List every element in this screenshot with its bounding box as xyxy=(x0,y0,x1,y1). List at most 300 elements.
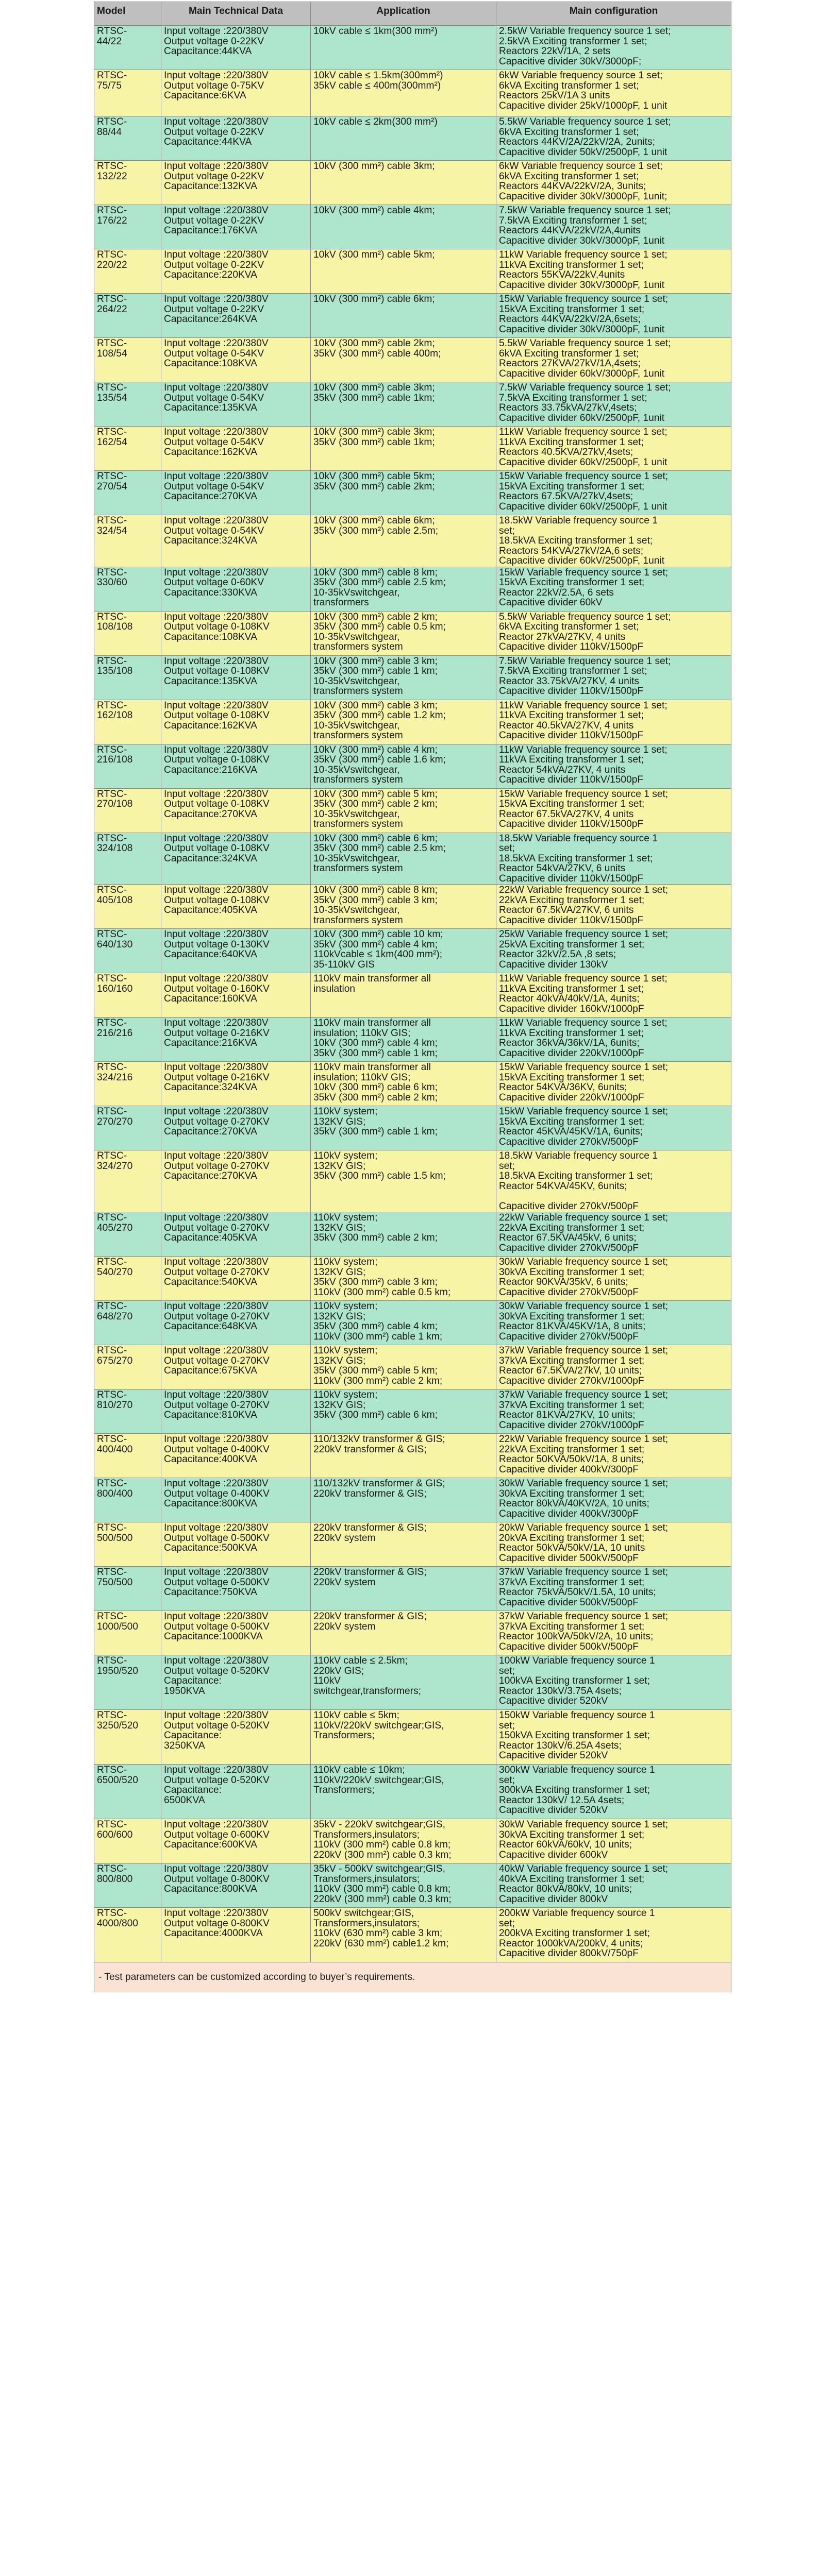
cell-line: Input voltage :220/380V xyxy=(164,26,269,37)
cell-line: Output voltage 0-800KV xyxy=(164,1918,270,1929)
cell-line: 10-35kVswitchgear, xyxy=(313,905,400,916)
cell-line: 10kV (300 mm²) cable 6km; xyxy=(313,294,435,304)
cell-line: 37kVA Exciting transformer 1 set; xyxy=(499,1399,645,1411)
configuration-cell xyxy=(496,70,731,116)
cell-line: RTSC- xyxy=(97,885,127,895)
cell-line: 10kV cable ≤ 1.5km(300mm²) xyxy=(313,70,443,81)
cell-line: Capacitance: xyxy=(164,1730,222,1741)
model-cell xyxy=(94,26,161,70)
cell-line: Input voltage :220/380V xyxy=(164,1212,269,1223)
cell-line: Input voltage :220/380V xyxy=(164,1150,269,1161)
specification-table xyxy=(94,2,731,1992)
cell-line: Input voltage :220/380V xyxy=(164,1478,269,1489)
cell-line: 22kVA Exciting transformer 1 set; xyxy=(499,894,645,906)
cell-line: 11kW Variable frequency source 1 set; xyxy=(499,700,667,711)
table-row xyxy=(94,1345,731,1389)
cell-line: RTSC- xyxy=(97,1212,127,1223)
cell-line: 20kVA Exciting transformer 1 set; xyxy=(499,1532,645,1544)
technical-data-cell xyxy=(161,205,311,249)
table-row xyxy=(94,1819,731,1863)
cell-line: 15kVA Exciting transformer 1 set; xyxy=(499,577,645,588)
cell-line: 1950KVA xyxy=(164,1685,205,1697)
model-cell xyxy=(94,515,161,567)
configuration-cell xyxy=(496,1611,731,1655)
cell-line: 35kV (300 mm²) cable 1.2 km; xyxy=(313,710,446,721)
cell-line: 35kV (300 mm²) cable 3 km; xyxy=(313,894,438,906)
cell-line: 110kV system; xyxy=(313,1257,378,1267)
configuration-cell xyxy=(496,1434,731,1478)
cell-line: 20kW Variable frequency source 1 set; xyxy=(499,1522,669,1533)
cell-line: 300kVA Exciting transformer 1 set; xyxy=(499,1785,650,1795)
cell-line: Input voltage :220/380V xyxy=(164,338,269,349)
cell-line: RTSC- xyxy=(97,1819,127,1830)
cell-line: Capacitance:6KVA xyxy=(164,90,246,101)
cell-line: Capacitive divider 30kV/3000pF; xyxy=(499,56,642,67)
cell-line: Output voltage 0-270KV xyxy=(164,1160,270,1172)
cell-line: RTSC- xyxy=(97,1611,127,1622)
table-body xyxy=(94,26,731,1992)
application-cell xyxy=(311,116,496,161)
cell-line: Capacitance:800KVA xyxy=(164,1884,257,1894)
cell-line: 15kVA Exciting transformer 1 set; xyxy=(499,799,645,809)
cell-line: 10kV cable ≤ 2km(300 mm²) xyxy=(313,116,438,127)
configuration-cell xyxy=(496,1257,731,1301)
cell-line: RTSC- xyxy=(97,294,127,304)
cell-line: Capacitance:44KVA xyxy=(164,46,252,57)
technical-data-cell xyxy=(161,1655,311,1710)
cell-line: 6kVA Exciting transformer 1 set; xyxy=(499,80,639,91)
cell-line: Capacitive divider 520kV xyxy=(499,1696,608,1706)
cell-line: set; xyxy=(499,525,515,536)
cell-line: 30kW Variable frequency source 1 set; xyxy=(499,1301,669,1312)
cell-line: 324/216 xyxy=(97,1072,133,1083)
model-cell xyxy=(94,1018,161,1062)
cell-line: 162/54 xyxy=(97,436,127,448)
cell-line: Reactor 130kV/3.75A 4sets; xyxy=(499,1685,622,1697)
cell-line: Capacitive divider 520kV xyxy=(499,1750,608,1761)
cell-line: Input voltage :220/380V xyxy=(164,1567,269,1578)
cell-line: Output voltage 0-108KV xyxy=(164,894,270,906)
cell-line: Input voltage :220/380V xyxy=(164,1434,269,1445)
cell-line: 220kV transformer & GIS; xyxy=(313,1488,427,1499)
cell-line: 22kVA Exciting transformer 1 set; xyxy=(499,1444,645,1455)
cell-line: 110kV cable ≤ 10km; xyxy=(313,1765,405,1775)
cell-line: Input voltage :220/380V xyxy=(164,1106,269,1117)
cell-line: 132KV GIS; xyxy=(313,1160,366,1172)
cell-line: Reactor 130kV/ 12.5A 4sets; xyxy=(499,1794,625,1806)
cell-line: RTSC- xyxy=(97,744,127,755)
cell-line: Capacitive divider 400kV/300pF xyxy=(499,1508,639,1519)
technical-data-cell xyxy=(161,1710,311,1765)
header-application: Application xyxy=(311,2,496,26)
model-cell xyxy=(94,205,161,249)
cell-line: Reactor 130kV/6.25A 4sets; xyxy=(499,1740,622,1751)
cell-line: Reactors 54KVA/27kV/2A,6 sets; xyxy=(499,545,644,556)
cell-line: 600/600 xyxy=(97,1829,133,1840)
cell-line: 11kVA Exciting transformer 1 set; xyxy=(499,754,644,765)
cell-line: RTSC- xyxy=(97,1389,127,1400)
configuration-cell xyxy=(496,116,731,161)
technical-data-cell xyxy=(161,1389,311,1434)
cell-line: RTSC- xyxy=(97,611,127,622)
model-cell xyxy=(94,249,161,294)
cell-line: 15kW Variable frequency source 1 set; xyxy=(499,1062,669,1073)
cell-line: 150kVA Exciting transformer 1 set; xyxy=(499,1730,650,1741)
application-cell xyxy=(311,1257,496,1301)
cell-line: 10kV (300 mm²) cable 10 km; xyxy=(313,929,443,940)
cell-line: Output voltage 0-270KV xyxy=(164,1311,270,1322)
model-cell xyxy=(94,1908,161,1962)
table-row xyxy=(94,1062,731,1106)
model-cell xyxy=(94,744,161,788)
cell-line: Reactors 40.5KVA/27kV,4sets; xyxy=(499,447,633,457)
cell-line: 800/400 xyxy=(97,1488,133,1499)
cell-line: Capacitance:1000KVA xyxy=(164,1631,263,1642)
cell-line: Output voltage 0-500KV xyxy=(164,1577,270,1588)
application-cell xyxy=(311,1819,496,1863)
cell-line: Input voltage :220/380V xyxy=(164,1908,269,1919)
cell-line: 7.5kVA Exciting transformer 1 set; xyxy=(499,392,647,403)
cell-line: 22kVA Exciting transformer 1 set; xyxy=(499,1222,645,1233)
cell-line: 18.5kW Variable frequency source 1 xyxy=(499,515,658,526)
cell-line: Transformers,insulators; xyxy=(313,1873,420,1885)
cell-line: Input voltage :220/380V xyxy=(164,655,269,667)
technical-data-cell xyxy=(161,249,311,294)
cell-line: Reactor 100kVA/50kV/2A, 10 units; xyxy=(499,1631,654,1642)
configuration-cell xyxy=(496,788,731,833)
cell-line: Input voltage :220/380V xyxy=(164,1863,269,1874)
cell-line: 35kV - 500kV switchgear;GIS, xyxy=(313,1863,445,1874)
application-cell xyxy=(311,788,496,833)
cell-line: Output voltage 0-800KV xyxy=(164,1873,270,1885)
configuration-cell xyxy=(496,1819,731,1863)
model-cell xyxy=(94,1567,161,1611)
table-row xyxy=(94,700,731,744)
cell-line: 110kV system; xyxy=(313,1345,378,1356)
application-cell xyxy=(311,1863,496,1908)
cell-line: 110kV (300 mm²) cable 0.8 km; xyxy=(313,1839,451,1850)
cell-line: 1000/500 xyxy=(97,1621,139,1632)
application-cell xyxy=(311,515,496,567)
cell-line: 10kV (300 mm²) cable 5km; xyxy=(313,471,435,482)
cell-line: Output voltage 0-54KV xyxy=(164,348,264,359)
cell-line: 22kW Variable frequency source 1 set; xyxy=(499,1212,669,1223)
cell-line: Input voltage :220/380V xyxy=(164,1345,269,1356)
cell-line: Capacitance:264KVA xyxy=(164,314,257,325)
cell-line: 35kV (300 mm²) cable 2km; xyxy=(313,481,435,492)
model-cell xyxy=(94,1863,161,1908)
cell-line: 35kV (300 mm²) cable 0.5 km; xyxy=(313,621,446,632)
cell-line: 220kV transformer & GIS; xyxy=(313,1522,427,1533)
application-cell xyxy=(311,1765,496,1819)
technical-data-cell xyxy=(161,294,311,338)
cell-line: 10kV (300 mm²) cable 3km; xyxy=(313,382,435,393)
cell-line: 22kW Variable frequency source 1 set; xyxy=(499,1434,669,1445)
cell-line: 405/108 xyxy=(97,894,133,906)
cell-line: Reactor 81KVA/45KV/1A, 8 units; xyxy=(499,1321,646,1332)
cell-line: 220kV (630 mm²) cable1.2 km; xyxy=(313,1938,449,1949)
table-row xyxy=(94,833,731,885)
cell-line: 3250/520 xyxy=(97,1720,139,1731)
cell-line: 40kVA Exciting transformer 1 set; xyxy=(499,1873,645,1885)
cell-line: 35kV (300 mm²) cable 4 km; xyxy=(313,1321,438,1332)
application-cell xyxy=(311,1908,496,1962)
cell-line: 5.5kW Variable frequency source 1 set; xyxy=(499,116,671,127)
cell-line: 30kW Variable frequency source 1 set; xyxy=(499,1478,669,1489)
cell-line: 270/270 xyxy=(97,1116,133,1127)
cell-line: RTSC- xyxy=(97,26,127,37)
cell-line: 22kW Variable frequency source 1 set; xyxy=(499,885,669,895)
cell-line: 300kW Variable frequency source 1 xyxy=(499,1765,655,1775)
cell-line: Capacitance:270KVA xyxy=(164,808,257,820)
configuration-cell xyxy=(496,382,731,427)
configuration-cell xyxy=(496,294,731,338)
configuration-cell xyxy=(496,1301,731,1345)
model-cell xyxy=(94,1062,161,1106)
application-cell xyxy=(311,471,496,515)
table-row xyxy=(94,1567,731,1611)
cell-line: 132KV GIS; xyxy=(313,1399,366,1411)
cell-line: transformers system xyxy=(313,914,403,926)
cell-line: Input voltage :220/380V xyxy=(164,294,269,304)
table-row xyxy=(94,1106,731,1150)
application-cell xyxy=(311,338,496,382)
cell-line: 5.5kW Variable frequency source 1 set; xyxy=(499,338,671,349)
cell-line: Capacitance:270KVA xyxy=(164,1171,257,1181)
table-row xyxy=(94,294,731,338)
model-cell xyxy=(94,1478,161,1522)
technical-data-cell xyxy=(161,1062,311,1106)
cell-line: 132/22 xyxy=(97,171,127,182)
cell-line: RTSC- xyxy=(97,1434,127,1445)
cell-line: Reactors 22kV/1A, 2 sets xyxy=(499,46,611,57)
cell-line: 6kVA Exciting transformer 1 set; xyxy=(499,171,639,182)
cell-line: 35kV (300 mm²) cable 5 km; xyxy=(313,1365,438,1376)
header-technical-data: Main Technical Data xyxy=(161,2,311,26)
cell-line: Reactor 40kVA/40kV/1A, 4units; xyxy=(499,993,640,1004)
technical-data-cell xyxy=(161,515,311,567)
cell-line: 810/270 xyxy=(97,1399,133,1411)
cell-line: RTSC- xyxy=(97,205,127,216)
cell-line: 30kVA Exciting transformer 1 set; xyxy=(499,1311,645,1322)
cell-line: Capacitance:330KVA xyxy=(164,587,257,598)
cell-line: Capacitance:135KVA xyxy=(164,675,257,687)
technical-data-cell xyxy=(161,161,311,205)
cell-line: 35kV (300 mm²) cable 2 km; xyxy=(313,1092,438,1103)
configuration-cell xyxy=(496,338,731,382)
configuration-cell xyxy=(496,515,731,567)
cell-line: 10-35kVswitchgear, xyxy=(313,764,400,775)
cell-line: Capacitance:176KVA xyxy=(164,225,257,236)
cell-line: 110kVcable ≤ 1km(400 mm²); xyxy=(313,949,443,960)
cell-line: Capacitive divider 270kV/500pF xyxy=(499,1286,639,1298)
cell-line: insulation; 110kV GIS; xyxy=(313,1072,411,1083)
application-cell xyxy=(311,1522,496,1567)
configuration-cell xyxy=(496,1345,731,1389)
cell-line: 405/270 xyxy=(97,1222,133,1233)
configuration-cell xyxy=(496,1389,731,1434)
cell-line: Input voltage :220/380V xyxy=(164,116,269,127)
cell-line: Input voltage :220/380V xyxy=(164,611,269,622)
application-cell xyxy=(311,1345,496,1389)
cell-line: Input voltage :220/380V xyxy=(164,700,269,711)
cell-line: 30kW Variable frequency source 1 set; xyxy=(499,1819,669,1830)
cell-line: 15kVA Exciting transformer 1 set; xyxy=(499,1072,645,1083)
cell-line: Input voltage :220/380V xyxy=(164,929,269,940)
cell-line: 220kV system xyxy=(313,1621,376,1632)
cell-line: Capacitive divider 110kV/1500pF xyxy=(499,819,644,829)
cell-line: RTSC- xyxy=(97,249,127,260)
cell-line: 110/132kV transformer & GIS; xyxy=(313,1434,445,1445)
configuration-cell xyxy=(496,1150,731,1212)
cell-line: 110kV system; xyxy=(313,1389,378,1400)
model-cell xyxy=(94,294,161,338)
cell-line: set; xyxy=(499,1918,515,1929)
cell-line: Transformers,insulators; xyxy=(313,1829,420,1840)
configuration-cell xyxy=(496,833,731,885)
cell-line: Reactor 60kVA/60kV, 10 units; xyxy=(499,1839,632,1850)
cell-line: Input voltage :220/380V xyxy=(164,1389,269,1400)
table-row xyxy=(94,249,731,294)
cell-line: 11kVA Exciting transformer 1 set; xyxy=(499,436,644,448)
cell-line: 132KV GIS; xyxy=(313,1266,366,1278)
cell-line: Input voltage :220/380V xyxy=(164,788,269,800)
cell-line: Capacitive divider 60kV/2500pF, 1 unit xyxy=(499,501,667,512)
cell-line: Capacitance:324KVA xyxy=(164,853,257,864)
cell-line: 4000/800 xyxy=(97,1918,139,1929)
cell-line: Capacitive divider 500kV/500pF xyxy=(499,1641,639,1652)
table-row xyxy=(94,471,731,515)
cell-line: Capacitive divider 60kV/2500pF, 1unit xyxy=(499,412,665,423)
table-row xyxy=(94,744,731,788)
table-row xyxy=(94,1018,731,1062)
cell-line: 176/22 xyxy=(97,215,127,226)
cell-line: RTSC- xyxy=(97,1150,127,1161)
configuration-cell xyxy=(496,1908,731,1962)
application-cell xyxy=(311,1212,496,1257)
cell-line: 7.5kVA Exciting transformer 1 set; xyxy=(499,666,647,676)
cell-line: Output voltage 0-54KV xyxy=(164,436,264,448)
cell-line: 11kVA Exciting transformer 1 set; xyxy=(499,1027,644,1039)
cell-line: 220/22 xyxy=(97,259,127,270)
cell-line: Capacitive divider 60kV/3000pF, 1unit xyxy=(499,368,665,379)
model-cell xyxy=(94,382,161,427)
cell-line: 500/500 xyxy=(97,1532,133,1544)
cell-line: Capacitance:162KVA xyxy=(164,720,257,731)
cell-line: Reactor 75kVA/50kV/1.5A, 10 units; xyxy=(499,1587,656,1598)
cell-line: RTSC- xyxy=(97,1655,127,1666)
application-cell xyxy=(311,1150,496,1212)
model-cell xyxy=(94,1655,161,1710)
application-cell xyxy=(311,973,496,1018)
model-cell xyxy=(94,700,161,744)
cell-line: Reactors 33.75kVA/27kV,4sets; xyxy=(499,402,637,413)
cell-line: Output voltage 0-22KV xyxy=(164,259,264,270)
table-row xyxy=(94,655,731,700)
cell-line: Reactor 40.5kVA/27KV, 4 units xyxy=(499,720,634,731)
application-cell xyxy=(311,1434,496,1478)
table-row xyxy=(94,1257,731,1301)
application-cell xyxy=(311,1062,496,1106)
cell-line: 10kV (300 mm²) cable 4 km; xyxy=(313,1038,438,1048)
model-cell xyxy=(94,788,161,833)
cell-line: RTSC- xyxy=(97,1863,127,1874)
cell-line: 6kVA Exciting transformer 1 set; xyxy=(499,348,639,359)
cell-line: insulation xyxy=(313,983,356,994)
cell-line: RTSC- xyxy=(97,1710,127,1721)
cell-line: 264/22 xyxy=(97,303,127,315)
cell-line: Capacitive divider 270kV/500pF xyxy=(499,1331,639,1342)
cell-line: Output voltage 0-160KV xyxy=(164,983,270,994)
application-cell xyxy=(311,700,496,744)
table-row xyxy=(94,382,731,427)
cell-line: Reactors 44KVA/22kV/2A, 3units; xyxy=(499,181,646,192)
cell-line: Output voltage 0-108KV xyxy=(164,843,270,854)
cell-line: 10-35kVswitchgear, xyxy=(313,675,400,687)
cell-line: 110kV main transformer all xyxy=(313,973,431,984)
table-row xyxy=(94,70,731,116)
cell-line: Capacitive divider 160kV/1000pF xyxy=(499,1003,644,1014)
cell-line: Capacitive divider 270kV/500pF xyxy=(499,1136,639,1147)
cell-line: Capacitive divider 500kV/500pF xyxy=(499,1597,639,1608)
cell-line: 7.5kVA Exciting transformer 1 set; xyxy=(499,215,647,226)
cell-line: 10kV (300 mm²) cable 8 km; xyxy=(313,885,438,895)
cell-line: Capacitive divider 500kV/500pF xyxy=(499,1552,639,1564)
cell-line: 110kV (300 mm²) cable 1 km; xyxy=(313,1331,443,1342)
cell-line: 35kV (300 mm²) cable 2.5 km; xyxy=(313,577,446,588)
cell-line: 35kV (300 mm²) cable 2.5m; xyxy=(313,525,439,536)
cell-line: Output voltage 0-75KV xyxy=(164,80,264,91)
cell-line: Capacitance:405KVA xyxy=(164,905,257,916)
cell-line: set; xyxy=(499,843,515,854)
configuration-cell xyxy=(496,1655,731,1710)
cell-line: Input voltage :220/380V xyxy=(164,1710,269,1721)
configuration-cell xyxy=(496,1765,731,1819)
cell-line: Reactor 81KVA/27KV, 10 units; xyxy=(499,1410,636,1420)
cell-line: Output voltage 0-22KV xyxy=(164,303,264,315)
cell-line: 220kV GIS; xyxy=(313,1665,364,1676)
cell-line: Transformers,insulators; xyxy=(313,1918,420,1929)
technical-data-cell xyxy=(161,1434,311,1478)
technical-data-cell xyxy=(161,833,311,885)
technical-data-cell xyxy=(161,1150,311,1212)
configuration-cell xyxy=(496,1863,731,1908)
cell-line: Input voltage :220/380V xyxy=(164,1062,269,1073)
cell-line: Capacitance:405KVA xyxy=(164,1232,257,1243)
application-cell xyxy=(311,1710,496,1765)
configuration-cell xyxy=(496,161,731,205)
cell-line: Reactors 55KVA/22kV,4units xyxy=(499,269,625,280)
cell-line: 132KV GIS; xyxy=(313,1355,366,1366)
cell-line: Capacitive divider 130kV xyxy=(499,959,608,970)
cell-line: 10kV cable ≤ 1km(300 mm²) xyxy=(313,26,438,37)
model-cell xyxy=(94,338,161,382)
application-cell xyxy=(311,1018,496,1062)
model-cell xyxy=(94,1389,161,1434)
cell-line: 15kW Variable frequency source 1 set; xyxy=(499,471,669,482)
cell-line: Capacitive divider 50kV/2500pF, 1 unit xyxy=(499,146,667,158)
cell-line: Capacitance:160KVA xyxy=(164,993,257,1004)
configuration-cell xyxy=(496,249,731,294)
cell-line: Input voltage :220/380V xyxy=(164,382,269,393)
model-cell xyxy=(94,1257,161,1301)
cell-line: 110kV system; xyxy=(313,1106,378,1117)
cell-line: 750/500 xyxy=(97,1577,133,1588)
cell-line: 35kV (300 mm²) cable 400m; xyxy=(313,348,441,359)
table-row xyxy=(94,1710,731,1765)
model-cell xyxy=(94,1819,161,1863)
technical-data-cell xyxy=(161,567,311,611)
